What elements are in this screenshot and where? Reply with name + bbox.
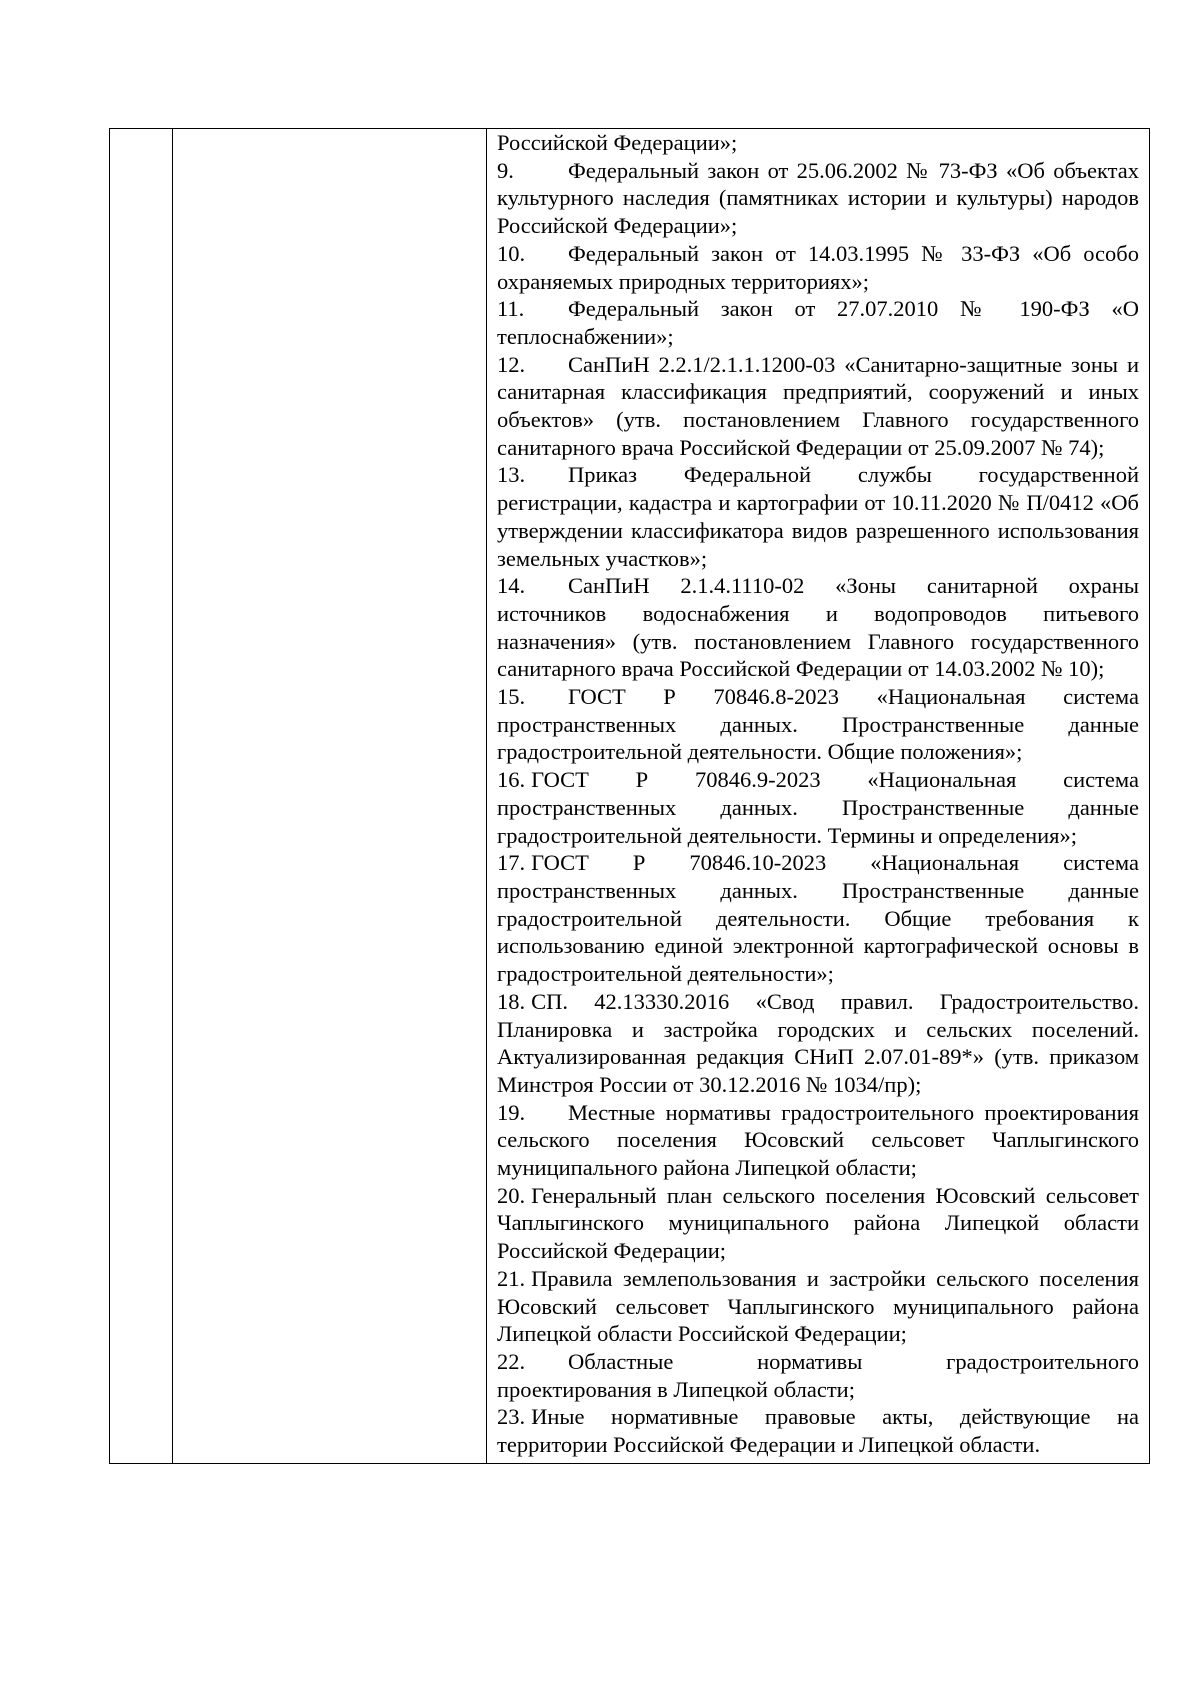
list-item	[497, 849, 1139, 988]
list-item-number: 15.	[497, 684, 526, 710]
list-item	[497, 461, 1139, 572]
list-item	[497, 1348, 1139, 1403]
list-item	[497, 129, 1139, 157]
list-item	[497, 1099, 1139, 1182]
list-item-number: 23.	[497, 1404, 526, 1430]
table-row	[110, 129, 1150, 1464]
list-item-number: 18.	[497, 988, 526, 1014]
document-table	[109, 128, 1150, 1464]
list-item	[497, 572, 1139, 683]
list-item-number: 16.	[497, 767, 526, 793]
list-item-text: СанПиН 2.2.1/2.1.1.1200-03 «Санитарно-защитные зоны и санитарная классификация предприятий, сооружений и иных объектов» (утв. постановлением Главного государственного санитарного врача Российской Федерации от 25.09.2007 № 74);	[497, 351, 1139, 460]
list-item	[497, 351, 1139, 462]
list-item	[497, 1182, 1139, 1265]
list-item-text: Федеральный закон от 27.07.2010 № 190-ФЗ «О теплоснабжении»;	[497, 296, 1139, 349]
list-item-text: Российской Федерации»;	[497, 130, 738, 155]
legal-acts-list	[487, 129, 1149, 1463]
list-item-number: 13.	[497, 462, 526, 488]
list-item	[497, 240, 1139, 295]
list-item	[497, 988, 1139, 1099]
list-item-number: 17.	[497, 850, 526, 876]
list-item	[497, 683, 1139, 766]
list-item-text: СанПиН 2.1.4.1110-02 «Зоны санитарной охраны источников водоснабжения и водопроводов питьевого назначения» (утв. постановлением Главного государственного санитарного врача Российской Федерации от 14.03.2002 № 10);	[497, 573, 1139, 682]
list-item	[497, 766, 1139, 849]
list-item-text: ГОСТ Р 70846.9-2023 «Национальная система пространственных данных. Пространственные данные градостроительной деятельности. Термины и определения»;	[497, 767, 1139, 848]
list-item-text: Приказ Федеральной службы государственной регистрации, кадастра и картографии от 10.11.2020 № П/0412 «Об утверждении классификатора видов разрешенного использования земельных участков»;	[497, 462, 1139, 571]
list-item-number: 14.	[497, 573, 526, 599]
list-item-text: ГОСТ Р 70846.8-2023 «Национальная система пространственных данных. Пространственные данные градостроительной деятельности. Общие положения»;	[497, 684, 1139, 765]
list-item-text: Генеральный план сельского поселения Юсовский сельсовет Чаплыгинского муниципального района Липецкой области Российской Федерации;	[497, 1182, 1139, 1264]
list-item-text: ГОСТ Р 70846.10-2023 «Национальная система пространственных данных. Пространственные данные градостроительной деятельности. Общие требования к использованию единой электронной картографической основы в градостроительной деятельности»;	[497, 850, 1139, 987]
list-item-number: 20.	[497, 1182, 526, 1208]
list-item	[497, 295, 1139, 350]
list-item-text: Правила землепользования и застройки сельского поселения Юсовский сельсовет Чаплыгинского муниципального района Липецкой области Российской Федерации;	[497, 1265, 1139, 1347]
table-cell-title	[173, 129, 487, 1464]
list-item	[497, 1265, 1139, 1348]
list-item-number: 9.	[497, 157, 514, 183]
list-item-number: 12.	[497, 351, 526, 377]
list-item-number: 21.	[497, 1265, 526, 1291]
list-item-text: Федеральный закон от 14.03.1995 № 33-ФЗ «Об особо охраняемых природных территориях»;	[497, 240, 1139, 294]
table-cell-content	[487, 129, 1150, 1464]
list-item-text: Областные нормативы градостроительного проектирования в Липецкой области;	[497, 1348, 1139, 1402]
list-item-text: Федеральный закон от 25.06.2002 № 73-ФЗ «Об объектах культурного наследия (памятниках истории и культуры) народов Российской Федерации»;	[497, 157, 1139, 239]
list-item	[497, 1403, 1139, 1458]
list-item-text: Иные нормативные правовые акты, действующие на территории Российской Федерации и Липецкой области.	[497, 1404, 1139, 1458]
list-item-number: 22.	[497, 1348, 526, 1374]
list-item-text: Местные нормативы градостроительного проектирования сельского поселения Юсовский сельсовет Чаплыгинского муниципального района Липецкой области;	[497, 1099, 1139, 1181]
list-item-number: 11.	[497, 296, 525, 322]
list-item	[497, 157, 1139, 240]
table-cell-number	[110, 129, 173, 1464]
list-item-text: СП. 42.13330.2016 «Свод правил. Градостроительство. Планировка и застройка городских и сельских поселений. Актуализированная редакция СНиП 2.07.01-89*» (утв. приказом Минстроя России от 30.12.2016 № 1034/пр);	[497, 988, 1139, 1097]
list-item-number: 19.	[497, 1099, 526, 1125]
list-item-number: 10.	[497, 240, 526, 266]
